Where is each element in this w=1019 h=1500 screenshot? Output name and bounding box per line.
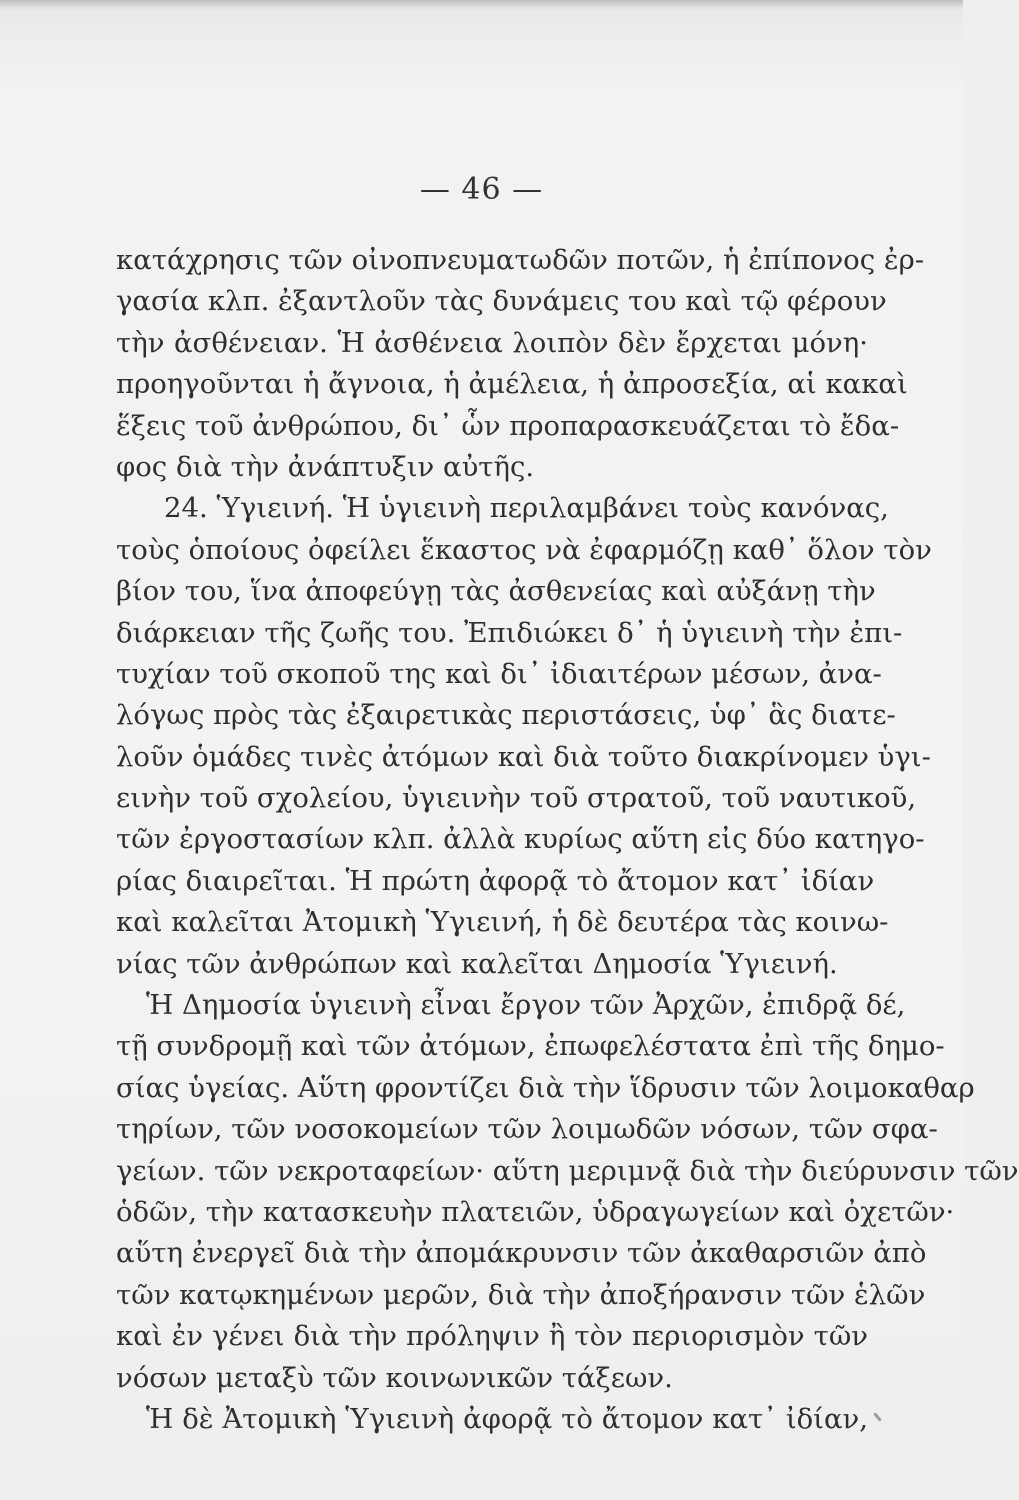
text-line: προηγοῦνται ἡ ἄγνοια, ἡ ἀμέλεια, ἡ ἀπροσεξία, αἱ κακαὶ: [116, 368, 908, 401]
text-line: τηρίων, τῶν νοσοκομείων τῶν λοιμωδῶν νόσων, τῶν σφα-: [116, 1113, 938, 1146]
page-top-edge: [0, 0, 963, 10]
page-number: — 46 —: [419, 172, 544, 207]
text-line: τῶν ἐργοστασίων κλπ. ἀλλὰ κυρίως αὕτη εἰς δύο κατηγο-: [116, 823, 925, 856]
text-line: καὶ καλεῖται Ἀτομικὴ Ὑγιεινή, ἡ δὲ δευτέρα τὰς κοινω-: [116, 906, 889, 939]
text-line: ἕξεις τοῦ ἀνθρώπου, δι᾽ ὧν προπαρασκευάζεται τὸ ἔδα-: [116, 409, 900, 442]
text-line: νόσων μεταξὺ τῶν κοινωνικῶν τάξεων.: [116, 1361, 673, 1394]
text-line: καὶ ἐν γένει διὰ τὴν πρόληψιν ἢ τὸν περιορισμὸν τῶν: [116, 1320, 868, 1353]
text-line: λοῦν ὁμάδες τινὲς ἀτόμων καὶ διὰ τοῦτο διακρίνομεν ὑγι-: [116, 740, 931, 773]
text-line: τοὺς ὁποίους ὀφείλει ἕκαστος νὰ ἐφαρμόζῃ καθ᾽ ὅλον τὸν: [116, 533, 932, 566]
text-line: αὕτη ἐνεργεῖ διὰ τὴν ἀπομάκρυνσιν τῶν ἀκαθαρσιῶν ἀπὸ: [116, 1237, 927, 1270]
text-line: βίον του, ἵνα ἀποφεύγῃ τὰς ἀσθενείας καὶ αὐξάνῃ τὴν: [116, 575, 876, 608]
text-line: τῇ συνδρομῇ καὶ τῶν ἀτόμων, ἐπωφελέστατα ἐπὶ τῆς δημο-: [116, 1030, 945, 1063]
text-line: λόγως πρὸς τὰς ἐξαιρετικὰς περιστάσεις, ὑφ᾽ ἃς διατε-: [116, 699, 896, 732]
text-line: φος διὰ τὴν ἀνάπτυξιν αὐτῆς.: [116, 450, 535, 483]
body-text: [116, 240, 1019, 1440]
text-line: γείων. τῶν νεκροταφείων· αὕτη μεριμνᾷ διὰ τὴν διεύρυνσιν τῶν: [116, 1154, 1019, 1187]
text-line: κατάχρησις τῶν οἰνοπνευματωδῶν ποτῶν, ἡ ἐπίπονος ἐρ-: [116, 244, 925, 276]
text-line: νίας τῶν ἀνθρώπων καὶ καλεῖται Δημοσία Ὑγιεινή.: [116, 947, 838, 980]
text-line: εινὴν τοῦ σχολείου, ὑγιεινὴν τοῦ στρατοῦ, τοῦ ναυτικοῦ,: [116, 782, 917, 815]
paragraph-start-line: Ἡ Δημοσία ὑγιεινὴ εἶναι ἔργον τῶν Ἀρχῶν, ἐπιδρᾷ δέ,: [146, 989, 906, 1022]
text-line: σίας ὑγείας. Αὕτη φροντίζει διὰ τὴν ἵδρυσιν τῶν λοιμοκαθαρ: [116, 1071, 975, 1104]
text-line: τυχίαν τοῦ σκοποῦ της καὶ δι᾽ ἰδιαιτέρων μέσων, ἀνα-: [116, 657, 882, 690]
paper-speck: [873, 1412, 882, 1422]
text-line: γασία κλπ. ἐξαντλοῦν τὰς δυνάμεις του καὶ τῷ φέρουν: [116, 285, 887, 318]
paragraph-start-line: Ἡ δὲ Ἀτομικὴ Ὑγιεινὴ ἀφορᾷ τὸ ἄτομον κατ᾽ ἰδίαν,: [146, 1402, 868, 1435]
text-line: ὁδῶν, τὴν κατασκευὴν πλατειῶν, ὑδραγωγείων καὶ ὀχετῶν·: [116, 1195, 955, 1228]
text-line: ρίας διαιρεῖται. Ἡ πρώτη ἀφορᾷ τὸ ἄτομον κατ᾽ ἰδίαν: [116, 864, 875, 897]
section-heading-line: 24. Ὑγιεινή. Ἡ ὑγιεινὴ περιλαμβάνει τοὺς κανόνας,: [164, 492, 889, 525]
text-line: τὴν ἀσθένειαν. Ἡ ἀσθένεια λοιπὸν δὲν ἔρχεται μόνη·: [116, 326, 868, 359]
text-line: τῶν κατῳκημένων μερῶν, διὰ τὴν ἀποξήρανσιν τῶν ἑλῶν: [116, 1278, 926, 1311]
text-line: διάρκειαν τῆς ζωῆς του. Ἐπιδιώκει δ᾽ ἡ ὑγιεινὴ τὴν ἐπι-: [116, 616, 903, 649]
